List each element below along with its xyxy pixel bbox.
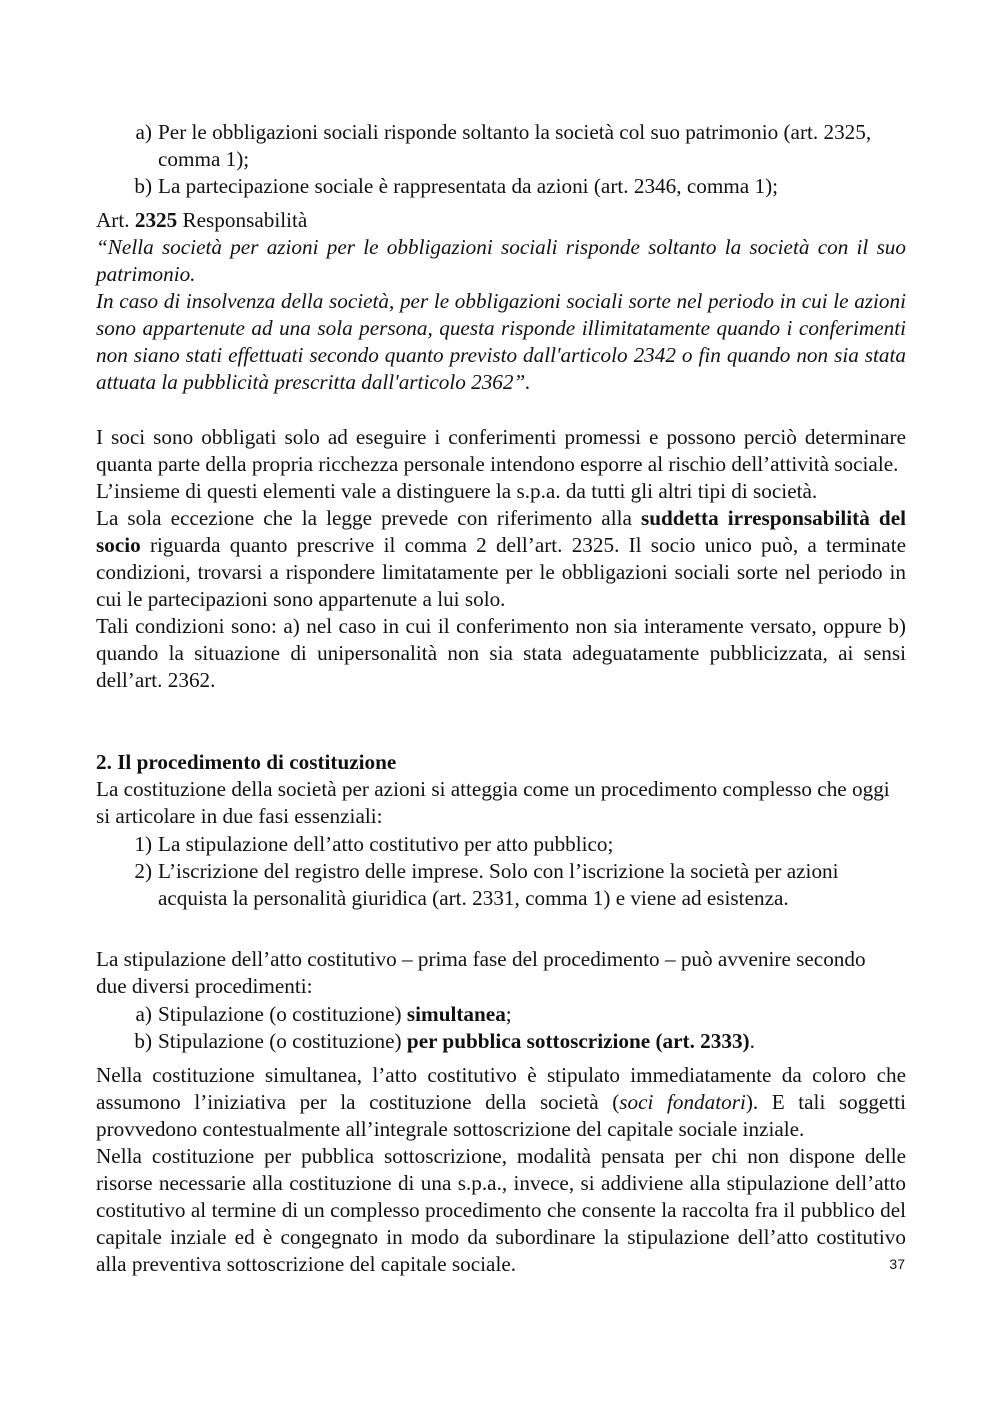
- list-marker: b): [134, 1029, 152, 1053]
- paragraph-pubblica-sottoscrizione: Nella costituzione per pubblica sottoscrizione, modalità pensata per chi non dispone delle risorse necessarie alla costituzione di una s.p.a., invece, si addiviene alla stipulazione dell’atto costitutivo al termine di un complesso procedimento che consente la raccolta fra il pubblico del capitale inziale ed è congegnato in modo da subordinare la stipulazione dell’atto costitutivo alla preventiva sottoscrizione del capitale sociale.: [96, 1144, 906, 1276]
- article-quote: [96, 234, 906, 396]
- text-run: Nella costituzione simultanea, l’atto costitutivo è stipulato immediatamente da coloro che assumono l’iniziativa per la costituzione della società (: [96, 1063, 906, 1114]
- text-run: riguarda quanto prescrive il comma 2 dell’art. 2325. Il socio unico può, a terminate condizioni, trovarsi a rispondere limitatamente per le obbligazioni sociali sorte nel periodo in cui le partecipazioni sono appartenute a lui solo.: [96, 533, 906, 611]
- article-heading: [96, 207, 906, 234]
- list-item-text: La stipulazione dell’atto costitutivo per atto pubblico;: [158, 832, 614, 856]
- body-section-2: [96, 1062, 906, 1278]
- list-item-text: L’iscrizione del registro delle imprese. Solo con l’iscrizione la società per azioni acquista la personalità giuridica (art. 2331, comma 1) e viene ad esistenza.: [158, 859, 839, 910]
- list-item-text: Per le obbligazioni sociali risponde soltanto la società col suo patrimonio (art. 2325, comma 1);: [158, 120, 872, 171]
- article-number: 2325: [134, 208, 178, 232]
- list-item: [96, 1028, 906, 1055]
- text-run: La sola eccezione che la legge prevede con riferimento alla: [96, 506, 641, 530]
- paragraph-simultanea: [96, 1062, 906, 1143]
- bold-run: suddetta irresponsabilità del socio: [96, 506, 906, 557]
- paragraph-stipulazione: La stipulazione dell’atto costitutivo – prima fase del procedimento – può avvenire secondo due diversi procedimenti:: [96, 947, 866, 998]
- text-run: Stipulazione (o costituzione): [158, 1002, 407, 1026]
- paragraph-costituzione: La costituzione della società per azioni si atteggia come un procedimento complesso che oggi si articolare in due fasi essenziali:: [96, 777, 890, 828]
- list-top: [96, 119, 906, 200]
- list-types: [96, 1001, 906, 1055]
- list-item-text: [158, 1001, 906, 1028]
- text-run: .: [749, 1029, 755, 1053]
- italic-run: soci fondatori: [619, 1090, 746, 1114]
- list-marker: 1): [134, 832, 152, 856]
- quote-paragraph-2: In caso di insolvenza della società, per le obbligazioni sociali sorte nel periodo in cui le azioni sono appartenute ad una sola persona, questa risponde illimitatamente quando i conferimenti non siano stati effettuati secondo quanto previsto dall'articolo 2342 o fin quando non sia stata attuata la pubblicità prescritta dall'articolo 2362”.: [96, 289, 906, 394]
- bold-run: simultanea: [406, 1002, 506, 1026]
- list-marker: 2): [134, 859, 152, 883]
- section-heading: 2. Il procedimento di costituzione: [96, 750, 397, 774]
- list-item: [96, 1001, 906, 1028]
- list-item: [96, 858, 906, 912]
- paragraph-soci: I soci sono obbligati solo ad eseguire i conferimenti promessi e possono perciò determinare quanta parte della propria ricchezza personale intendono esporre al rischio dell’attività sociale.: [96, 425, 906, 476]
- quote-paragraph-1: “Nella società per azioni per le obbligazioni sociali risponde soltanto la società con il suo patrimonio.: [96, 235, 906, 286]
- body-section-1: [96, 424, 906, 694]
- bold-run: per pubblica sottoscrizione (art. 2333): [406, 1029, 750, 1053]
- paragraph-insieme: L’insieme di questi elementi vale a distinguere la s.p.a. da tutti gli altri tipi di società.: [96, 479, 818, 503]
- paragraph-condizioni: Tali condizioni sono: a) nel caso in cui il conferimento non sia interamente versato, oppure b) quando la situazione di unipersonalità non sia stata adeguatamente pubblicizzata, ai sensi dell’art. 2362.: [96, 614, 906, 692]
- paragraph-eccezione: [96, 505, 906, 613]
- page-number: 37: [889, 1256, 905, 1272]
- list-item: [96, 831, 906, 858]
- list-marker: b): [134, 174, 152, 198]
- list-marker: a): [135, 120, 152, 144]
- list-item: [96, 173, 906, 200]
- list-item: [96, 119, 906, 173]
- article-prefix: Art.: [96, 208, 135, 232]
- text-run: ;: [505, 1002, 512, 1026]
- list-marker: a): [135, 1002, 152, 1026]
- list-item-text: [158, 1028, 906, 1055]
- list-phases: [96, 831, 906, 912]
- article-title: Responsabilità: [177, 208, 308, 232]
- list-item-text: La partecipazione sociale è rappresentata da azioni (art. 2346, comma 1);: [158, 174, 779, 198]
- text-run: Stipulazione (o costituzione): [158, 1029, 407, 1053]
- text-run: ). E tali soggetti provvedono contestualmente all’integrale sottoscrizione del capitale sociale inziale.: [96, 1090, 906, 1141]
